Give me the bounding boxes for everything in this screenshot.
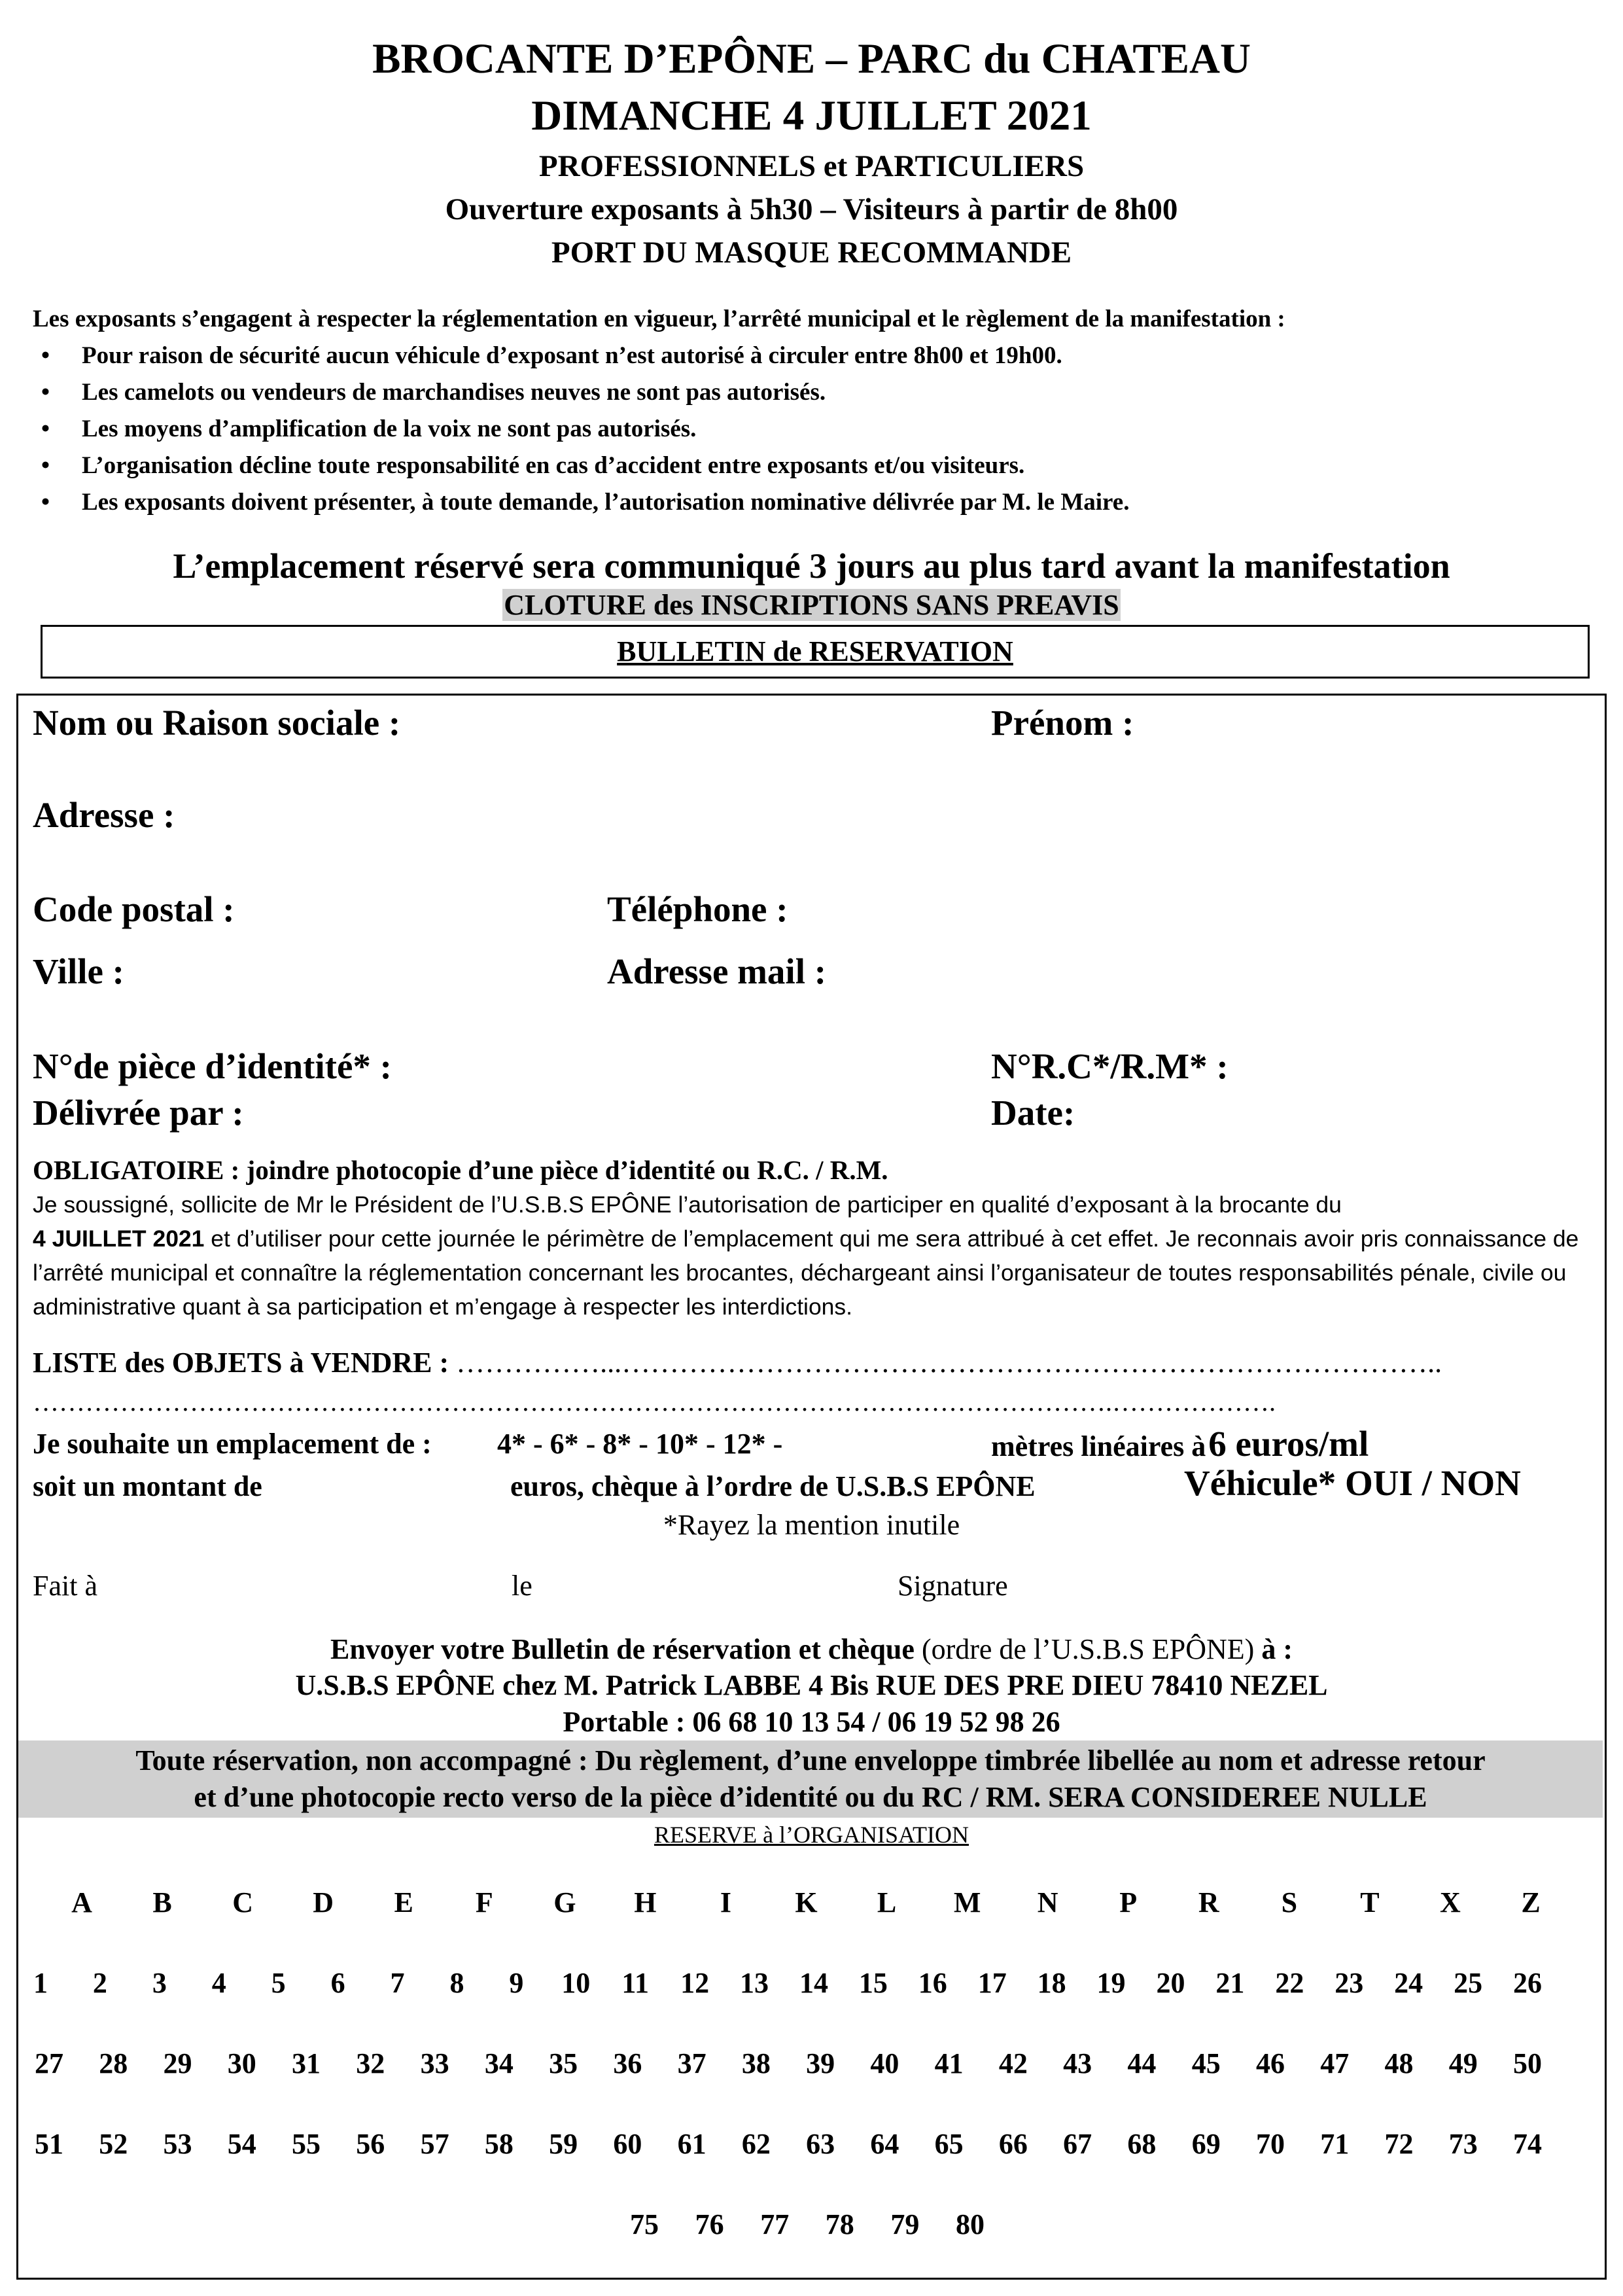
liste-objets — [33, 1345, 1442, 1381]
grid-number-35: 35 — [549, 2047, 578, 2079]
field-ville: Ville : — [33, 951, 124, 991]
closing-wrap — [0, 588, 1623, 623]
reserve-organisation: RESERVE à l’ORGANISATION — [654, 1822, 969, 1848]
grid-number-28: 28 — [99, 2047, 128, 2079]
grid-number-71: 71 — [1320, 2128, 1350, 2160]
grid-number-45: 45 — [1191, 2047, 1221, 2079]
rule-item: • Les exposants doivent présenter, à toute demande, l’autorisation nominative délivrée par M. le Maire. — [82, 484, 1603, 521]
title-line-2: DIMANCHE 4 JUILLET 2021 — [531, 92, 1092, 139]
liste-dots-2: …………………………………………………………………………………………………………….………………. — [33, 1387, 1276, 1417]
rayez-mention: *Rayez la mention inutile — [663, 1509, 960, 1541]
grid-number-29: 29 — [163, 2047, 192, 2079]
grid-letter-G: G — [553, 1886, 576, 1918]
grid-number-15: 15 — [858, 1967, 888, 1999]
rule-item: • L’organisation décline toute responsabilité en cas d’accident entre exposants et/ou visiteurs. — [82, 448, 1603, 484]
grid-number-21: 21 — [1215, 1967, 1245, 1999]
grid-letter-H: H — [634, 1886, 657, 1918]
grid-letter-C: C — [232, 1886, 253, 1918]
grid-number-63: 63 — [806, 2128, 835, 2160]
grid-letter-S: S — [1281, 1886, 1298, 1918]
grid-number-53: 53 — [163, 2128, 192, 2160]
grid-letter-F: F — [475, 1886, 493, 1918]
grid-number-67: 67 — [1063, 2128, 1092, 2160]
warning-box — [18, 1740, 1603, 1818]
grid-number-3: 3 — [152, 1967, 167, 1999]
grid-number-65: 65 — [934, 2128, 964, 2160]
grid-number-20: 20 — [1156, 1967, 1185, 1999]
grid-number-46: 46 — [1255, 2047, 1285, 2079]
grid-number-55: 55 — [292, 2128, 321, 2160]
grid-letter-A: A — [71, 1886, 92, 1918]
grid-letter-X: X — [1440, 1886, 1461, 1918]
grid-number-19: 19 — [1096, 1967, 1126, 1999]
field-mail: Adresse mail : — [607, 951, 827, 991]
grid-number-58: 58 — [484, 2128, 514, 2160]
grid-number-38: 38 — [741, 2047, 771, 2079]
grid-number-78: 78 — [825, 2208, 854, 2240]
grid-number-41: 41 — [934, 2047, 964, 2079]
grid-letter-I: I — [720, 1886, 731, 1918]
grid-letter-N: N — [1037, 1886, 1058, 1918]
grid-number-34: 34 — [484, 2047, 514, 2079]
grid-number-68: 68 — [1127, 2128, 1157, 2160]
envoi-bold-2: à : — [1261, 1633, 1293, 1665]
grid-number-50: 50 — [1513, 2047, 1542, 2079]
declaration-date: 4 JUILLET 2021 — [33, 1226, 205, 1252]
envoi-portable: Portable : 06 68 10 13 54 / 06 19 52 98 26 — [563, 1706, 1060, 1738]
emplacement-options: 4* - 6* - 8* - 10* - 12* - — [497, 1428, 783, 1460]
liste-dots-1: ……………...………………………………………………………………………….. — [456, 1347, 1442, 1379]
field-delivree: Délivrée par : — [33, 1093, 244, 1133]
grid-number-57: 57 — [420, 2128, 449, 2160]
grid-letter-M: M — [953, 1886, 981, 1918]
grid-number-74: 74 — [1513, 2128, 1542, 2160]
warning-line-2b: . SERA CONSIDEREE NULLE — [1034, 1781, 1427, 1813]
field-piece-identite: N°de pièce d’identité* : — [33, 1046, 392, 1086]
grid-number-69: 69 — [1191, 2128, 1221, 2160]
grid-number-79: 79 — [890, 2208, 920, 2240]
rules-intro: Les exposants s’engagent à respecter la réglementation en vigueur, l’arrêté municipal et le règlement de la manifestation : — [33, 306, 1285, 332]
grid-number-30: 30 — [227, 2047, 256, 2079]
grid-number-32: 32 — [356, 2047, 385, 2079]
grid-number-23: 23 — [1335, 1967, 1364, 1999]
field-adresse: Adresse : — [33, 795, 175, 835]
envoi-address: U.S.B.S EPÔNE chez M. Patrick LABBE 4 Bis RUE DES PRE DIEU 78410 NEZEL — [295, 1669, 1328, 1701]
declaration-part-2: et d’utiliser pour cette journée le périmètre de l’emplacement qui me sera attribué à cet effet. Je reconnais avoir pris connaissance de l’arrêté municipal et connaître la réglementation concernant les brocantes, déchargeant ainsi l’organisateur de toutes responsabilités pénale, civile ou administrative quant à sa participation et m’engage à respecter les interdictions. — [33, 1226, 1579, 1320]
grid-number-49: 49 — [1448, 2047, 1478, 2079]
rule-item: • Pour raison de sécurité aucun véhicule d’exposant n’est autorisé à circuler entre 8h00 et 19h00. — [82, 338, 1603, 374]
grid-number-11: 11 — [621, 1967, 649, 1999]
signature-label: Signature — [898, 1570, 1008, 1602]
grid-number-60: 60 — [613, 2128, 642, 2160]
grid-number-33: 33 — [420, 2047, 449, 2079]
title-line-1: BROCANTE D’EPÔNE – PARC du CHATEAU — [372, 35, 1251, 82]
grid-number-52: 52 — [99, 2128, 128, 2160]
metres-label: mètres linéaires à — [991, 1430, 1206, 1462]
title-line-4: Ouverture exposants à 5h30 – Visiteurs à partir de 8h00 — [445, 192, 1178, 226]
montant-cheque: euros, chèque à l’ordre de U.S.B.S EPÔNE — [510, 1470, 1036, 1502]
title-line-5: PORT DU MASQUE RECOMMANDE — [551, 236, 1072, 270]
rule-item: • Les moyens d’amplification de la voix ne sont pas autorisés. — [82, 411, 1603, 448]
grid-number-2: 2 — [92, 1967, 107, 1999]
closing-notice: CLOTURE des INSCRIPTIONS SANS PREAVIS — [504, 589, 1119, 621]
title-line-3: PROFESSIONNELS et PARTICULIERS — [538, 149, 1085, 183]
grid-number-4: 4 — [211, 1967, 226, 1999]
bulletin-title-box — [41, 625, 1590, 679]
montant-label: soit un montant de — [33, 1470, 262, 1502]
grid-number-43: 43 — [1063, 2047, 1092, 2079]
grid-number-76: 76 — [695, 2208, 724, 2240]
grid-letter-B: B — [152, 1886, 172, 1918]
grid-number-66: 66 — [998, 2128, 1028, 2160]
notice: L’emplacement réservé sera communiqué 3 jours au plus tard avant la manifestation — [173, 546, 1450, 586]
grid-number-42: 42 — [998, 2047, 1028, 2079]
liste-label: LISTE des OBJETS à VENDRE : — [33, 1347, 449, 1379]
signature-le: le — [512, 1570, 532, 1602]
grid-number-70: 70 — [1255, 2128, 1285, 2160]
grid-number-6: 6 — [330, 1967, 345, 1999]
bulletin-title: BULLETIN de RESERVATION — [617, 635, 1013, 667]
obligatoire: OBLIGATOIRE : joindre photocopie d’une pièce d’identité ou R.C. / R.M. — [33, 1155, 888, 1185]
grid-number-9: 9 — [509, 1967, 524, 1999]
grid-number-40: 40 — [870, 2047, 899, 2079]
grid-number-18: 18 — [1037, 1967, 1066, 1999]
grid-number-47: 47 — [1320, 2047, 1350, 2079]
grid-number-10: 10 — [561, 1967, 591, 1999]
rules-list — [33, 338, 1603, 521]
warning-line-1: Toute réservation, non accompagné : Du règlement, d’une enveloppe timbrée libellée au nom et adresse retour — [135, 1744, 1486, 1776]
grid-number-7: 7 — [390, 1967, 405, 1999]
grid-number-31: 31 — [292, 2047, 321, 2079]
grid-letter-L: L — [877, 1886, 897, 1918]
grid-number-61: 61 — [677, 2128, 707, 2160]
grid-number-59: 59 — [549, 2128, 578, 2160]
rules-section — [33, 301, 1603, 521]
field-prenom: Prénom : — [991, 703, 1134, 743]
grid-letter-D: D — [313, 1886, 334, 1918]
grid-number-26: 26 — [1513, 1967, 1542, 1999]
field-code-postal: Code postal : — [33, 889, 235, 929]
grid-number-77: 77 — [760, 2208, 790, 2240]
grid-number-48: 48 — [1384, 2047, 1414, 2079]
grid-number-13: 13 — [740, 1967, 769, 1999]
rule-item: • Les camelots ou vendeurs de marchandises neuves ne sont pas autorisés. — [82, 374, 1603, 411]
price: 6 euros/ml — [1208, 1424, 1369, 1464]
grid-number-62: 62 — [741, 2128, 771, 2160]
field-nom: Nom ou Raison sociale : — [33, 703, 401, 743]
grid-number-17: 17 — [977, 1967, 1007, 1999]
grid-letter-Z: Z — [1521, 1886, 1541, 1918]
declaration — [33, 1188, 1590, 1324]
grid-letter-K: K — [795, 1886, 818, 1918]
grid-number-14: 14 — [799, 1967, 828, 1999]
grid-number-56: 56 — [356, 2128, 385, 2160]
envoi-line — [0, 1631, 1623, 1668]
field-telephone: Téléphone : — [607, 889, 788, 929]
declaration-part-1: Je soussigné, sollicite de Mr le Président de l’U.S.B.S EPÔNE l’autorisation de participer en qualité d’exposant à la brocante du — [33, 1192, 1342, 1218]
grid-number-51: 51 — [35, 2128, 63, 2160]
grid-number-1: 1 — [33, 1967, 48, 1999]
grid-number-16: 16 — [918, 1967, 947, 1999]
grid-number-39: 39 — [806, 2047, 835, 2079]
grid-number-12: 12 — [680, 1967, 710, 1999]
grid-letter-R: R — [1198, 1886, 1219, 1918]
grid-number-73: 73 — [1448, 2128, 1478, 2160]
grid-number-5: 5 — [271, 1967, 286, 1999]
envoi-bold-1: Envoyer votre Bulletin de réservation et chèque — [330, 1633, 915, 1665]
envoi-normal: (ordre de l’U.S.B.S EPÔNE) — [914, 1633, 1262, 1665]
fait-a: Fait à — [33, 1570, 97, 1602]
grid-number-36: 36 — [613, 2047, 642, 2079]
grid-number-80: 80 — [956, 2208, 985, 2240]
grid-number-27: 27 — [35, 2047, 63, 2079]
grid-number-54: 54 — [227, 2128, 256, 2160]
grid-number-37: 37 — [677, 2047, 707, 2079]
reserve-wrap — [0, 1820, 1623, 1849]
vehicule-choice: Véhicule* OUI / NON — [1184, 1463, 1521, 1503]
warning-line-2a: et d’une photocopie recto verso de la pièce d’identité ou du RC / RM — [194, 1781, 1034, 1813]
grid-number-64: 64 — [870, 2128, 899, 2160]
grid-number-72: 72 — [1384, 2128, 1414, 2160]
grid-number-25: 25 — [1454, 1967, 1483, 1999]
grid-letter-P: P — [1119, 1886, 1138, 1918]
field-date: Date: — [991, 1093, 1075, 1133]
emplacement-label: Je souhaite un emplacement de : — [33, 1428, 432, 1460]
warning-line-2 — [18, 1779, 1603, 1816]
grid-number-22: 22 — [1275, 1967, 1304, 1999]
grid-letter-T: T — [1360, 1886, 1380, 1918]
grid-number-44: 44 — [1127, 2047, 1157, 2079]
grid-number-8: 8 — [449, 1967, 464, 1999]
grid-number-75: 75 — [630, 2208, 659, 2240]
field-nrc: N°R.C*/R.M* : — [991, 1046, 1229, 1086]
grid-letter-E: E — [394, 1886, 413, 1918]
grid-number-24: 24 — [1394, 1967, 1423, 1999]
